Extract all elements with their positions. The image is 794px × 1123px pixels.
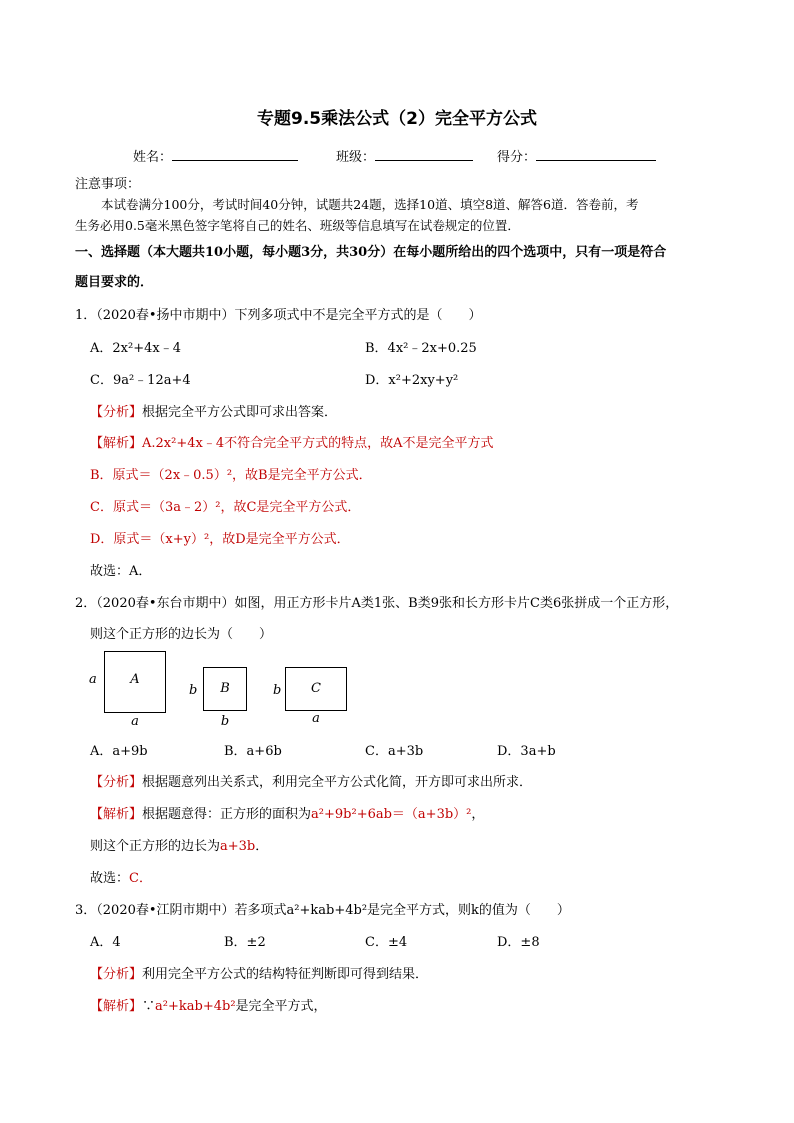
q3-option-a: A．4 xyxy=(90,935,121,950)
analysis-tag: 【分析】 xyxy=(90,405,143,420)
figure-a-center-label: A xyxy=(130,672,140,687)
q1-option-b: B．4x²﹣2x+0.25 xyxy=(365,341,477,356)
q2-answer xyxy=(90,867,152,886)
solution-formula: a+3b xyxy=(220,839,256,854)
q1-solution-2: B．原式＝（2x﹣0.5）²，故B是完全平方公式． xyxy=(90,468,372,483)
figure-c-side-label: b xyxy=(273,683,282,698)
solution-text: A.2x²+4x﹣4不符合完全平方式的特点，故A不是完全平方式 xyxy=(142,436,494,451)
q3-analysis xyxy=(90,963,428,982)
figure-c-center-label: C xyxy=(311,681,321,696)
answer-value: C． xyxy=(129,871,152,886)
solution-tag: 【解析】 xyxy=(90,807,143,822)
q2-solution-2 xyxy=(90,835,268,854)
q1-solution-4: D．原式＝（x+y）²，故D是完全平方公式． xyxy=(90,532,350,547)
analysis-text: 利用完全平方公式的结构特征判断即可得到结果． xyxy=(142,967,429,982)
figure-a-side-label: a xyxy=(89,672,97,687)
solution-text: 根据题意得：正方形的面积为 xyxy=(142,807,312,822)
q1-option-d: D．x²+2xy+y² xyxy=(365,373,459,388)
q2-solution-1 xyxy=(90,803,484,822)
notice-line-2: 生务必用0.5毫米黑色签字笔将自己的姓名、班级等信息填写在试卷规定的位置． xyxy=(75,218,520,233)
q2-option-b: B．a+6b xyxy=(224,744,282,759)
name-label: 姓名： xyxy=(133,150,173,165)
analysis-text: 根据题意列出关系式，利用完全平方公式化简，开方即可求出所求． xyxy=(142,775,533,790)
solution-punct: ． xyxy=(255,839,269,854)
q2-option-d: D．3a+b xyxy=(497,744,556,759)
analysis-tag: 【分析】 xyxy=(90,775,143,790)
q3-stem: 3．（2020春•江阴市期中）若多项式a²+kab+4b²是完全平方式，则k的值为（ ） xyxy=(75,903,570,918)
solution-punct: 是完全平方式， xyxy=(235,999,327,1014)
figure-b-center-label: B xyxy=(220,681,230,696)
q2-analysis xyxy=(90,771,532,790)
q3-option-b: B．±2 xyxy=(224,935,266,950)
analysis-tag: 【分析】 xyxy=(90,967,143,982)
solution-formula: a²+9b²+6ab＝（a+3b）² xyxy=(311,807,472,822)
name-blank[interactable] xyxy=(172,148,298,161)
answer-label: 故选： xyxy=(90,871,130,886)
solution-text: ∵ xyxy=(142,999,156,1014)
q3-option-c: C．±4 xyxy=(365,935,408,950)
solution-punct: ， xyxy=(471,807,485,822)
analysis-text: 根据完全平方公式即可求出答案． xyxy=(142,405,338,420)
score-label: 得分： xyxy=(497,150,537,165)
section-heading-line-2: 题目要求的． xyxy=(75,275,154,290)
q2-option-c: C．a+3b xyxy=(365,744,424,759)
q1-option-a: A．2x²+4x﹣4 xyxy=(90,341,181,356)
q1-analysis xyxy=(90,401,337,420)
score-blank[interactable] xyxy=(536,148,656,161)
q2-stem-1: 2．（2020春•东台市期中）如图，用正方形卡片A类1张、B类9张和长方形卡片C类6张拼成一个正方形， xyxy=(75,596,679,611)
figure-c-bottom-label: a xyxy=(312,711,320,726)
figure-b-bottom-label: b xyxy=(220,714,230,729)
class-blank[interactable] xyxy=(375,148,473,161)
q1-solution-3: C．原式＝（3a﹣2）²，故C是完全平方公式． xyxy=(90,500,361,515)
q2-stem-2: 则这个正方形的边长为（ ） xyxy=(90,627,273,642)
solution-tag: 【解析】 xyxy=(90,999,143,1014)
q1-answer: 故选：A． xyxy=(90,564,152,579)
solution-text: 则这个正方形的边长为 xyxy=(90,839,221,854)
q1-option-c: C．9a²﹣12a+4 xyxy=(90,373,191,388)
figure-a-bottom-label: a xyxy=(131,714,139,729)
q3-option-d: D．±8 xyxy=(497,935,540,950)
notice-line-1: 本试卷满分100分，考试时间40分钟，试题共24题，选择10道、填空8道、解答6道．答卷前，考 xyxy=(101,197,639,212)
page-title: 专题9.5乘法公式（2）完全平方公式 xyxy=(257,109,537,129)
solution-tag: 【解析】 xyxy=(90,436,143,451)
class-label: 班级： xyxy=(336,150,376,165)
figure-b-side-label: b xyxy=(189,683,198,698)
q3-solution-1 xyxy=(90,995,327,1014)
class-field xyxy=(336,146,473,165)
name-field xyxy=(133,146,298,165)
q1-solution-1 xyxy=(90,432,494,451)
solution-formula: a²+kab+4b² xyxy=(155,999,236,1014)
notice-heading: 注意事项： xyxy=(75,177,141,192)
score-field xyxy=(497,146,656,165)
q1-stem: 1．（2020春•扬中市期中）下列多项式中不是完全平方式的是（ ） xyxy=(75,308,482,323)
q2-option-a: A．a+9b xyxy=(90,744,148,759)
section-heading-line-1: 一、选择题（本大题共10小题，每小题3分，共30分）在每小题所给出的四个选项中，只有一项是符合 xyxy=(75,245,667,260)
